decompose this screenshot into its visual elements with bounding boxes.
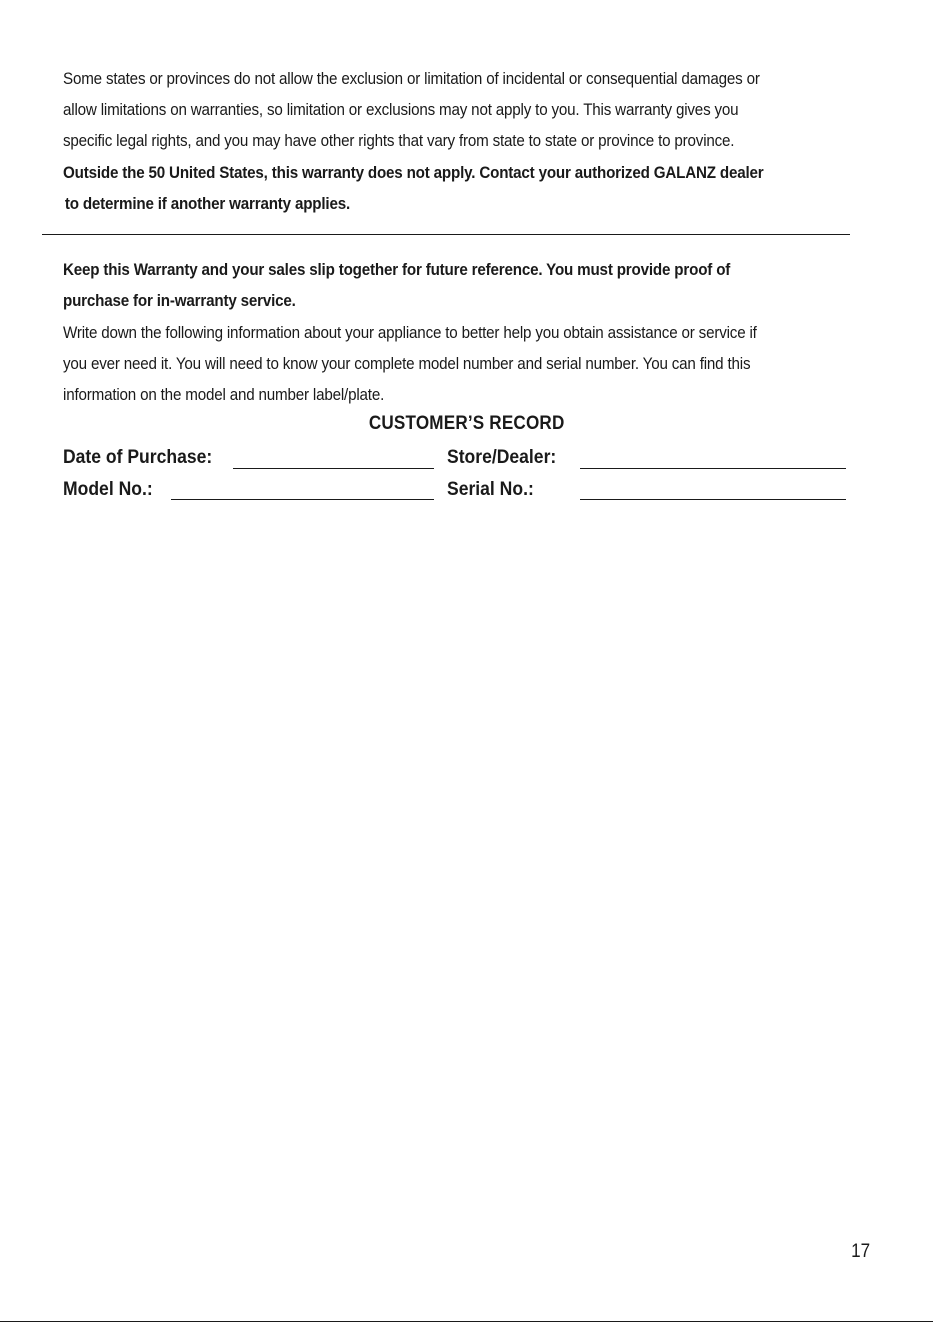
paragraph-line: information on the model and number label/plate. — [63, 386, 385, 404]
write-down-paragraph — [63, 318, 799, 411]
store-dealer-blank — [580, 468, 846, 469]
page-bottom-rule — [0, 1321, 933, 1322]
date-of-purchase-label: Date of Purchase: — [63, 446, 213, 468]
paragraph-line: Outside the 50 United States, this warranty does not apply. Contact your authorized GALANZ dealer — [63, 164, 764, 182]
serial-no-label: Serial No.: — [447, 478, 534, 500]
paragraph-line: Some states or provinces do not allow the exclusion or limitation of incidental or consequential damages or — [63, 70, 760, 88]
serial-no-blank — [580, 499, 846, 500]
paragraph-line: Write down the following information about your appliance to better help you obtain assistance or service if — [63, 324, 757, 342]
outside-us-paragraph — [63, 158, 799, 220]
paragraph-line: allow limitations on warranties, so limitation or exclusions may not apply to you. This warranty gives you — [63, 101, 739, 119]
paragraph-line: Keep this Warranty and your sales slip together for future reference. You must provide proof of — [63, 261, 731, 279]
model-no-blank — [171, 499, 434, 500]
customer-record-title: CUSTOMER’S RECORD — [368, 413, 565, 434]
keep-warranty-paragraph — [63, 255, 799, 317]
paragraph-line: purchase for in-warranty service. — [63, 292, 296, 310]
paragraph-line: to determine if another warranty applies. — [64, 195, 351, 213]
store-dealer-label: Store/Dealer: — [447, 446, 557, 468]
paragraph-line: specific legal rights, and you may have other rights that vary from state to state or province to province. — [63, 132, 735, 150]
page-number: 17 — [850, 1241, 870, 1262]
model-no-label: Model No.: — [63, 478, 153, 500]
date-of-purchase-blank — [233, 468, 434, 469]
section-divider — [42, 234, 850, 235]
paragraph-line: you ever need it. You will need to know your complete model number and serial number. You can find this — [63, 355, 751, 373]
exclusions-paragraph — [63, 64, 799, 157]
